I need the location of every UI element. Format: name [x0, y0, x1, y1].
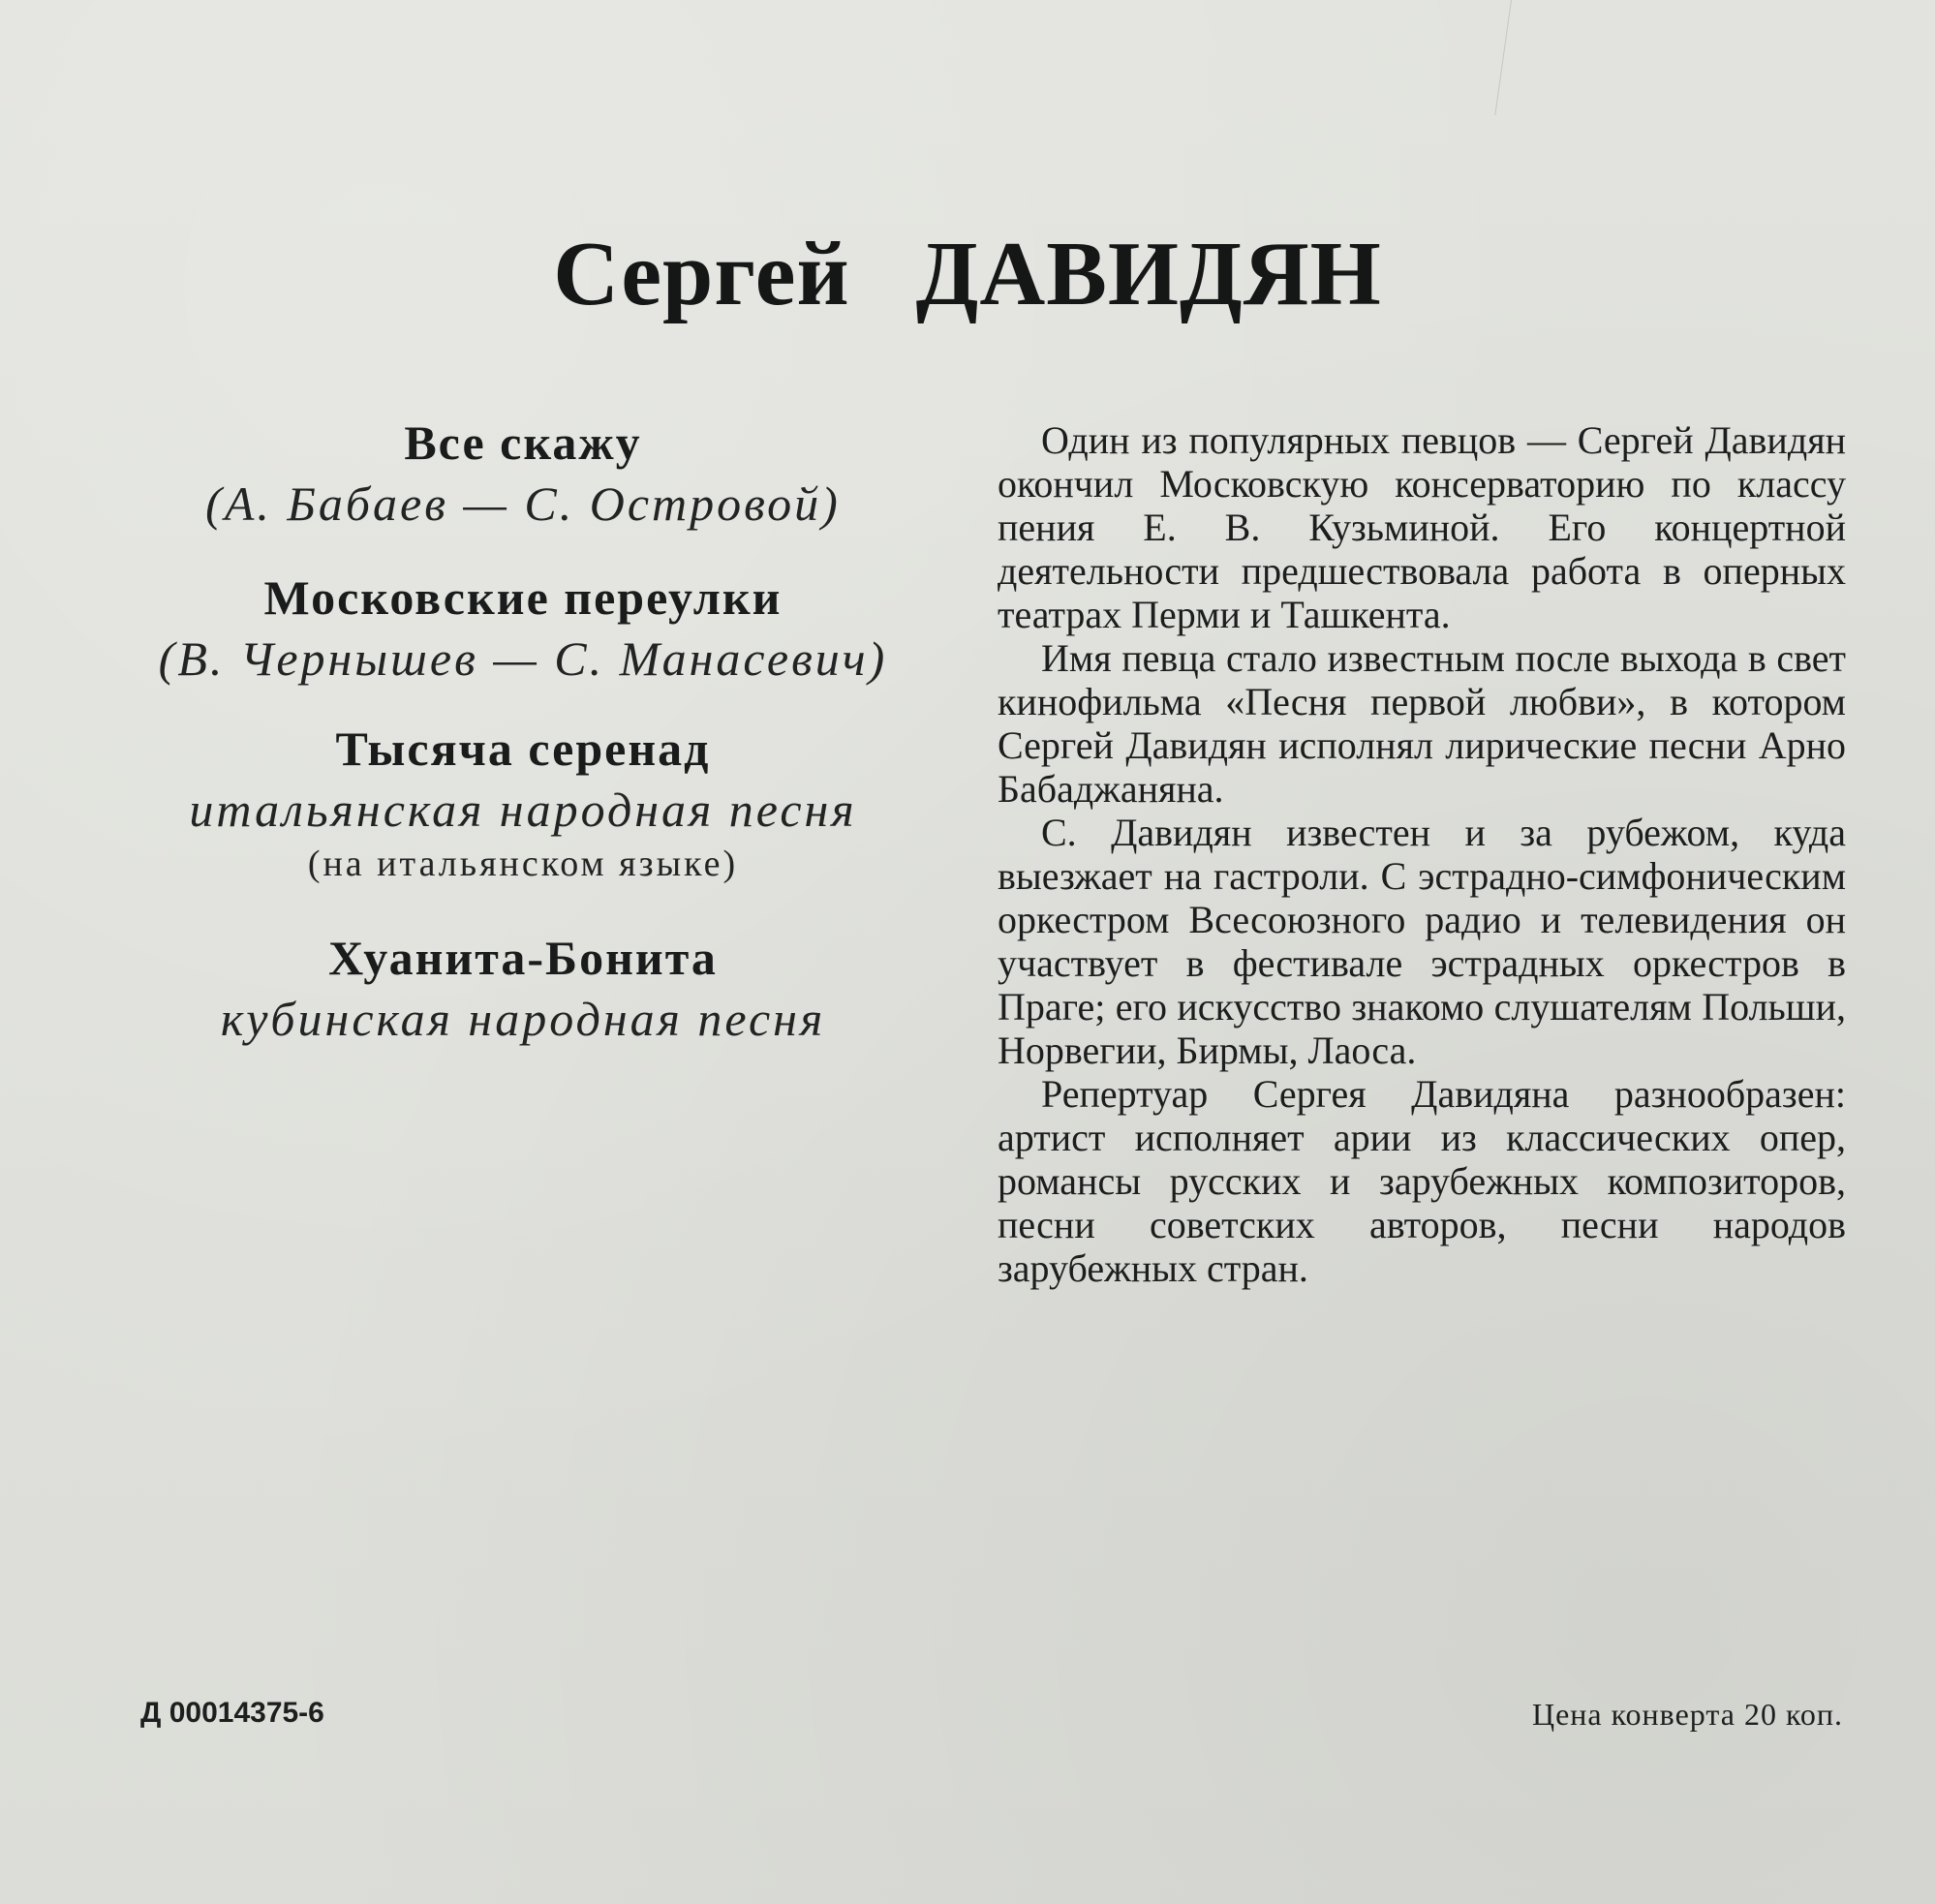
track-title: Московские переулки [263, 570, 783, 625]
track-credit: (В. Чернышев — С. Манасевич) [158, 631, 888, 686]
artist-title [0, 221, 1935, 327]
track-list [68, 412, 978, 1080]
biography-paragraph: Один из популярных певцов — Сергей Давидян окончил Московскую консерваторию по классу пения Е. В. Кузьминой. Его концертной деятельности предшествовала работа в оперных театрах Перми и Ташкента. [998, 418, 1846, 636]
track-credit: кубинская народная песня [220, 992, 826, 1046]
artist-biography [998, 418, 1846, 1290]
track-item [68, 927, 978, 1049]
track-title: Тысяча серенад [335, 722, 711, 776]
track-item [68, 718, 978, 888]
biography-paragraph: С. Давидян известен и за рубежом, куда выезжает на гастроли. С эстрадно-симфоническим оркестром Всесоюзного радио и телевидения он участвует в фестивале эстрадных оркестров в Праге; его искусство знакомо слушателям Польши, Норвегии, Бирмы, Лаоса. [998, 811, 1846, 1072]
biography-paragraph: Имя певца стало известным после выхода в свет кинофильма «Песня первой любви», в котором Сергей Давидян исполнял лирические песни Арно Бабаджаняна. [998, 636, 1846, 811]
track-title: Хуанита-Бонита [328, 931, 718, 985]
biography-paragraph: Репертуар Сергея Давидяна разнообразен: артист исполняет арии из классических опер, романсы русских и зарубежных композиторов, песни советских авторов, песни народов зарубежных стран. [998, 1072, 1846, 1290]
track-credit: (А. Бабаев — С. Островой) [205, 476, 841, 531]
sleeve-price: Цена конверта 20 коп. [1531, 1697, 1843, 1732]
paper-crease [1494, 0, 1550, 121]
track-item [68, 567, 978, 689]
artist-first-name: Сергей [553, 224, 850, 324]
catalog-number: Д 00014375-6 [140, 1697, 324, 1729]
track-note: (на итальянском языке) [307, 844, 739, 884]
track-item [68, 412, 978, 534]
track-title: Все скажу [404, 415, 642, 470]
artist-last-name: ДАВИДЯН [915, 224, 1382, 324]
track-credit: итальянская народная песня [189, 783, 857, 837]
